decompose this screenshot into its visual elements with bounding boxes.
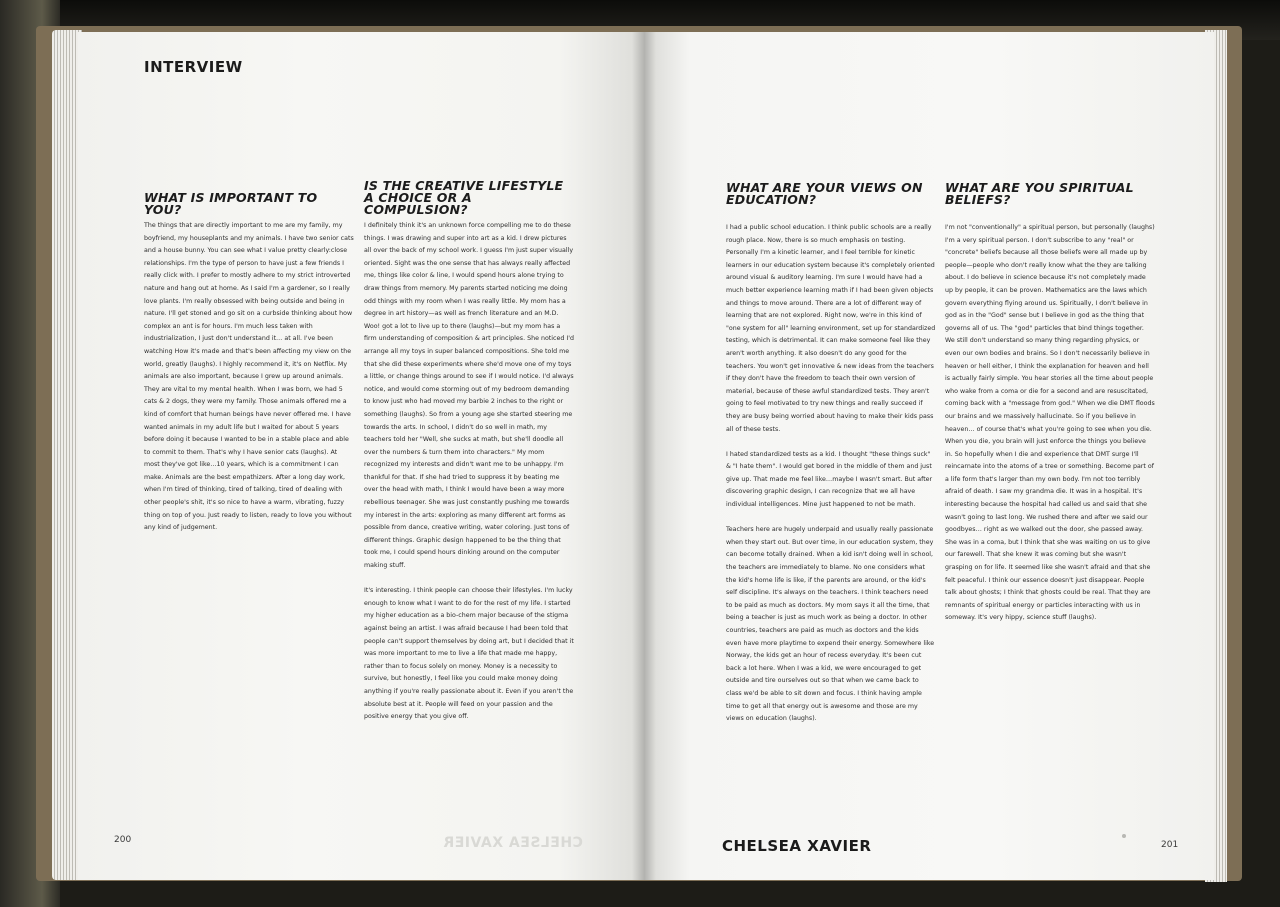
right-page: [644, 32, 1214, 880]
question-heading-important: WHAT IS IMPORTANT TO YOU?: [144, 190, 318, 217]
answer-column-spiritual: [945, 222, 1155, 638]
author-name: CHELSEA XAVIER: [722, 837, 872, 855]
answer-paragraph: I'm not "conventionally" a spiritual person, but personally (laughs) I'm a very spiritual person. I don't subscribe to any "real" or "concrete" beliefs because all those beliefs were all made up by people—people who don't really know what the they are talking about. I do believe in science because it's not completely made up by people, it can be proven. Mathematics are the laws which govern everything flying around us. Spiritually, I don't believe in god as in the "God" sense but I believe in god as the thing that governs all of us. The "god" particles that bind things together. We still don't understand so many thing regarding physics, or even our own bodies and brains. So I don't necessarily believe in heaven or hell either, I think the explanation for heaven and hell is actually fairly simple. You hear stories all the time about people who wake from a coma or die for a second and are resuscitated, coming back with a "message from god." When we die DMT floods our brains and we massively hallucinate. So if you believe in heaven… of course that's what you're going to see when you die. When you die, you brain will just enforce the things you believe in. So hopefully when I die and experience that DMT surge I'll reincarnate into the atoms of a tree or something. Become part of a life form that's larger than my own body. I'm not too terribly afraid of death. I saw my grandma die. It was in a hospital. It's interesting because the hospital had called us and said that she wasn't going to last long. We rushed there and after we said our goodbyes… right as we walked out the door, she passed away. She was in a coma, but I think that she was waiting on us to give our farewell. That she knew it was coming but she wasn't grasping on for life. It seemed like she wasn't afraid and that she felt peaceful. I think our essence doesn't just disappear. People talk about ghosts; I think that ghosts could be real. That they are remnants of spiritual energy or particles interacting with us in someway. It's very hippy, science stuff (laughs).: [945, 224, 1155, 622]
mirrored-show-through-text: CHELSEA XAVIER: [443, 835, 583, 851]
decorative-dot: [1122, 834, 1126, 838]
answer-paragraph: The things that are directly important to me are my family, my boyfriend, my houseplants and my animals. I have two senior cats and a house bunny. You can see what I value pretty clearly:close relationships. I'm the type of person to have just a few friends I really click with. I prefer to mostly adhere to my strict introverted nature and hang out at home. As I said I'm a gardener, so I really love plants. I'm really obsessed with being outside and being in nature. I'll get stoned and go sit on a curbside thinking about how complex an ant is for hours. I'm much less taken with industrialization, I just don't understand it… at all. I've been watching How it's made and that's been affecting my view on the world, greatly (laughs). I highly recommend it, it's on Netflix. My animals are also important, because I grew up around animals. They are vital to my mental health. When I was born, we had 5 cats & 2 dogs, they were my family. Those animals offered me a kind of comfort that human beings have never offered me. I have wanted animals in my adult life but I waited for about 5 years before doing it because I wanted to be in a stable place and able to commit to them. That's why I have senior cats (laughs). At most they've got like…10 years, which is a commitment I can make. Animals are the best empathizers. After a long day work, when I'm tired of thinking, tired of talking, tired of dealing with other people's shit, it's so nice to have a warm, vibrating, fuzzy thing on top of you. Just ready to listen, ready to love you without any kind of judgement.: [144, 222, 354, 532]
question-heading-education: WHAT ARE YOUR VIEWS ON EDUCATION?: [726, 180, 923, 207]
book-gutter-shadow: [632, 32, 656, 880]
answer-paragraph: It's interesting. I think people can choose their lifestyles. I'm lucky enough to know what I want to do for the rest of my life. I started my higher education as a bio-chem major because of the stigma against being an artist. I was afraid because I had been told that people can't support themselves by doing art, but I decided that it was more important to me to live a life that made me happy, rather than to focus solely on money. Money is a necessity to survive, but honestly, I feel like you could make money doing anything if you're really passionate about it. Even if you aren't the absolute best at it. People will feed on your passion and the positive energy that you give off.: [364, 587, 574, 721]
page-number-left: 200: [114, 835, 132, 845]
answer-paragraph: I definitely think it's an unknown force compelling me to do these things. I was drawing and super into art as a kid. I drew pictures all over the back of my school work. I guess I'm just super visually oriented. Sight was the one sense that has always really affected me, things like color & line, I would spend hours alone trying to draw things from memory. My parents started noticing me doing odd things with my room when I was really little. My mom has a degree in art history—as well as french literature and an M.D. Woo! got a lot to live up to there (laughs)—but my mom has a firm understanding of composition & art principles. She noticed I'd arrange all my toys in super balanced compositions. She told me that she did these experiments where she'd move one of my toys a little, or change things around to see if I would notice. I'd always notice, and would come storming out of my bedroom demanding to know just who had moved my barbie 2 inches to the right or something (laughs). So from a young age she started steering me towards the arts. In school, I didn't do so well in math, my teachers told her "Well, she sucks at math, but she'll doodle all over the numbers & turn them into characters." My mom recognized my interests and didn't want me to be unhappy. I'm thankful for that. If she had tried to suppress it by beating me over the head with math, I think I would have been a way more rebellious teenager. She was just constantly pushing me towards my interest in the arts: exploring as many different art forms as possible from dance, creative writing, water coloring. Just tons of different things. Graphic design happened to be the thing that took me, I could spend hours dinking around on the computer making stuff.: [364, 222, 574, 570]
answer-paragraph: I had a public school education. I think public schools are a really rough place. Now, there is so much emphasis on testing. Personally I'm a kinetic learner, and I feel terrible for kinetic learners in our education system because it's completely oriented around visual & auditory learning. I'm sure I would have had a much better experience learning math if I had been given objects and things to move around. There are a lot of different way of learning that are not explored. Right now, we're in this kind of "one system for all" learning environment, set up for standardized testing, which is detrimental. It can make someone feel like they aren't worth anything. It also doesn't do any good for the teachers. You won't get innovative & new ideas from the teachers if they don't have the freedom to teach their own version of material, because of these awful standardized tests. They aren't going to feel motivated to try new things and really succeed if they are busy being worried about having to make their kids pass all of these tests.: [726, 224, 936, 433]
page-number-right: 201: [1161, 840, 1179, 850]
answer-column-education: [726, 222, 936, 738]
question-heading-creative: IS THE CREATIVE LIFESTYLE A CHOICE OR A COMPULSION?: [364, 178, 564, 217]
answer-column-important: [144, 220, 354, 547]
answer-column-creative: [364, 220, 574, 736]
answer-paragraph: I hated standardized tests as a kid. I thought "these things suck" & "I hate them". I would get bored in the middle of them and just give up. That made me feel like…maybe I wasn't smart. But after discovering graphic design, I can recognize that we all have individual intelligences. Mine just happened to not be math.: [726, 450, 933, 509]
question-heading-spiritual: WHAT ARE YOU SPIRITUAL BELIEFS?: [945, 180, 1134, 207]
left-page: [78, 32, 644, 880]
section-label: INTERVIEW: [144, 58, 243, 76]
answer-paragraph: Teachers here are hugely underpaid and usually really passionate when they start out. But over time, in our education system, they can become totally drained. When a kid isn't doing well in school, the teachers are immediately to blame. No one considers what the kid's home life is like, if the parents are around, or the kid's self discipline. It's always on the teachers. I think teachers need to be paid as much as doctors. My mom says it all the time, that being a teacher is just as much work as being a doctor. In other countries, teachers are paid as much as doctors and the kids even have more playtime to expend their energy. Somewhere like Norway, the kids get an hour of recess everyday. It's been cut back a lot here. When I was a kid, we were encouraged to get outside and tire ourselves out so that when we came back to class we'd be able to sit down and focus. I think having ample time to get all that energy out is awesome and those are my views on education (laughs).: [726, 526, 935, 723]
